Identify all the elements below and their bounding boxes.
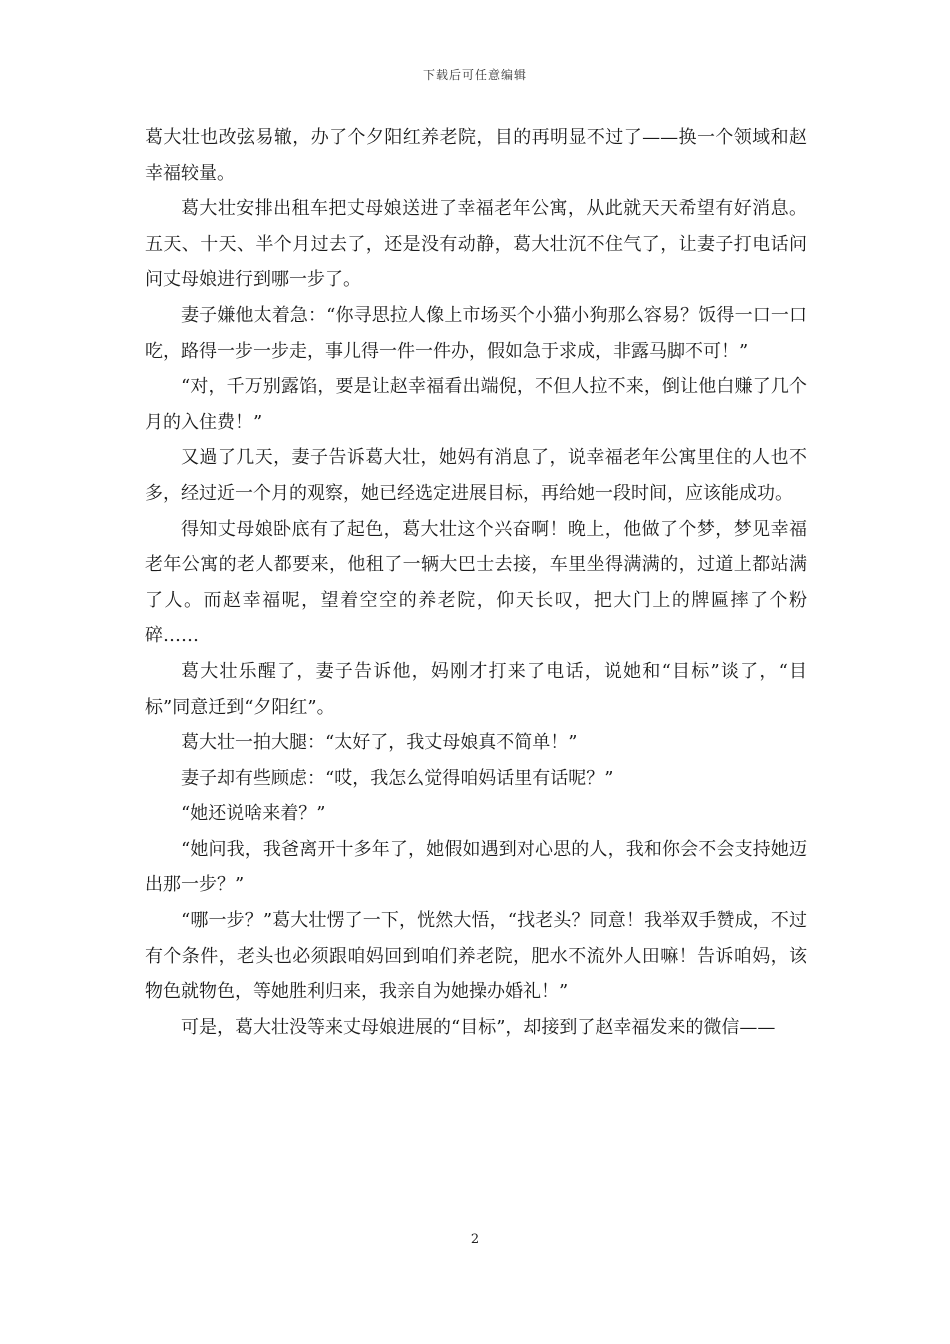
page-header: 下载后可任意编辑 <box>422 68 527 82</box>
paragraph: 葛大壮也改弦易辙，办了个夕阳红养老院，目的再明显不过了——换一个领域和赵幸福较量。 <box>145 127 807 184</box>
paragraph: 又過了几天，妻子告诉葛大壮，她妈有消息了，说幸福老年公寓里住的人也不多，经过近一个月的观察，她已经选定进展目标，再给她一段时间，应该能成功。 <box>145 447 807 504</box>
paragraph: 妻子嫌他太着急：“你寻思拉人像上市场买个小猫小狗那么容易？饭得一口一口吃，路得一步一步走，事儿得一件一件办，假如急于求成，非露马脚不可！” <box>145 304 807 362</box>
paragraph: 可是，葛大壮没等来丈母娘进展的“目标”，却接到了赵幸福发来的微信—— <box>181 1016 776 1038</box>
document-body <box>145 120 807 1045</box>
paragraph: 得知丈母娘卧底有了起色，葛大壮这个兴奋啊！晚上，他做了个梦，梦见幸福老年公寓的老人都要来，他租了一辆大巴士去接，车里坐得满满的，过道上都站满了人。而赵幸福呢，望着空空的养老院，仰天长叹，把大门上的牌匾摔了个粉碎…… <box>145 518 807 647</box>
page-number: 2 <box>470 1232 480 1247</box>
paragraph: 葛大壮安排出租车把丈母娘送进了幸福老年公寓，从此就天天希望有好消息。五天、十天、半个月过去了，还是没有动静，葛大壮沉不住气了，让妻子打电话问问丈母娘进行到哪一步了。 <box>145 198 807 291</box>
paragraph: “她问我，我爸离开十多年了，她假如遇到对心思的人，我和你会不会支持她迈出那一步？” <box>145 838 807 896</box>
paragraph: 妻子却有些顾虑：“哎，我怎么觉得咱妈话里有话呢？” <box>181 767 614 789</box>
paragraph: “对，千万别露馅，要是让赵幸福看出端倪，不但人拉不来，倒让他白赚了几个月的入住费！” <box>145 376 807 433</box>
paragraph: “她还说啥来着？” <box>181 803 326 825</box>
paragraph: “哪一步？”葛大壮愣了一下，恍然大悟，“找老头？同意！我举双手赞成，不过有个条件，老头也必须跟咱妈回到咱们养老院，肥水不流外人田嘛！告诉咱妈，该物色就物色，等她胜利归来，我亲自为她操办婚礼！” <box>145 910 807 1003</box>
paragraph: 葛大壮乐醒了，妻子告诉他，妈刚才打来了电话，说她和“目标”谈了，“目标”同意迁到“夕阳红”。 <box>145 660 807 718</box>
paragraph: 葛大壮一拍大腿：“太好了，我丈母娘真不简单！” <box>181 732 578 754</box>
